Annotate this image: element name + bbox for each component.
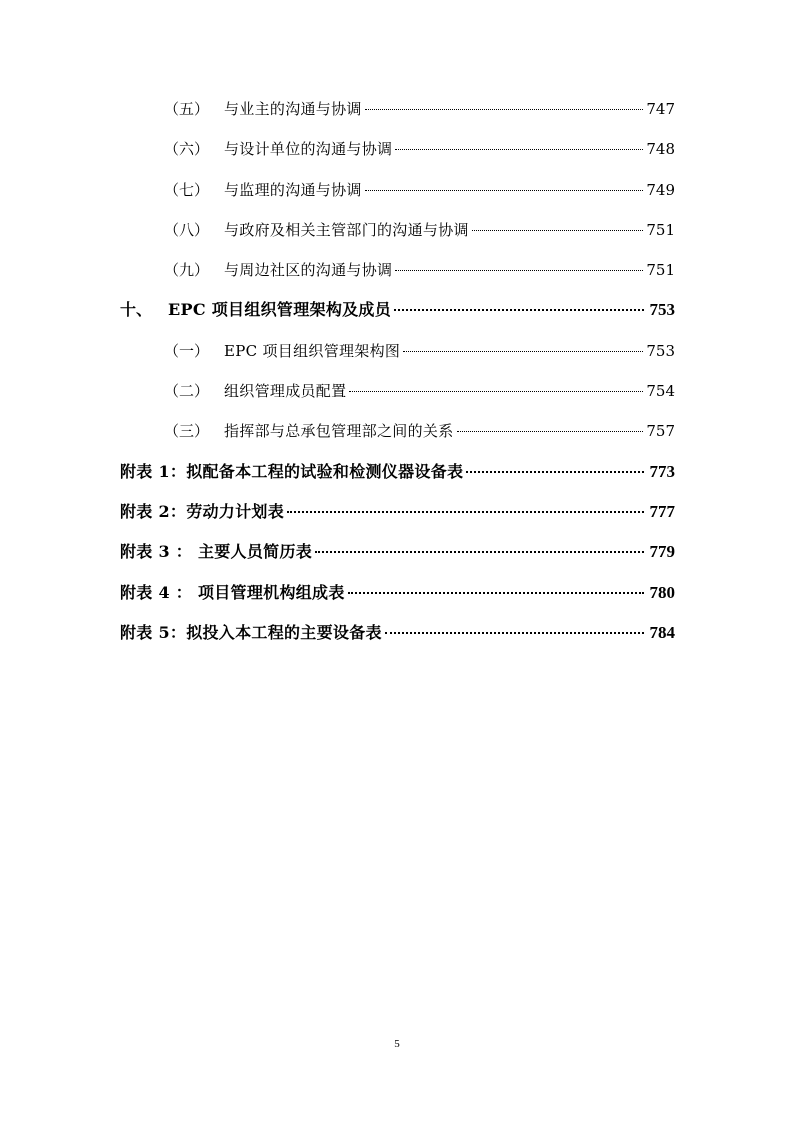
toc-entry[interactable] [120, 136, 675, 176]
toc-entry-page: 753 [646, 341, 675, 360]
toc-entry-title: 与业主的沟通与协调 [224, 100, 362, 118]
toc-entry[interactable] [120, 297, 675, 337]
toc-entry[interactable] [120, 378, 675, 418]
toc-entry[interactable] [120, 177, 675, 217]
table-of-contents [120, 96, 675, 660]
dot-leader [365, 190, 644, 191]
toc-entry-page: 751 [646, 220, 675, 239]
dot-leader [395, 270, 643, 271]
toc-entry[interactable] [120, 620, 675, 660]
toc-entry-title: 附表 4 ： 项目管理机构组成表 [120, 582, 345, 602]
dot-leader [457, 431, 644, 432]
toc-entry-title: 附表 2：劳动力计划表 [120, 501, 285, 521]
toc-entry-number: （七） [164, 180, 210, 199]
dot-leader [349, 391, 643, 392]
dot-leader [385, 632, 644, 634]
toc-entry[interactable] [120, 257, 675, 297]
toc-entry-page: 784 [649, 622, 675, 642]
toc-entry-page: 754 [646, 382, 675, 401]
dot-leader [315, 551, 644, 553]
toc-entry-number: （二） [164, 382, 210, 401]
toc-entry-page: 773 [649, 461, 675, 481]
toc-entry[interactable] [120, 499, 675, 539]
dot-leader [287, 511, 644, 513]
toc-entry-number: 十、 [120, 300, 153, 320]
toc-entry-title: 与监理的沟通与协调 [224, 180, 362, 199]
toc-entry-page: 748 [646, 140, 675, 159]
toc-entry-title: 附表 5：拟投入本工程的主要设备表 [120, 622, 382, 642]
toc-entry[interactable] [120, 459, 675, 499]
toc-entry-number: （六） [164, 140, 210, 159]
toc-entry-title: EPC 项目组织管理架构图 [224, 341, 401, 360]
toc-entry-page: 749 [646, 180, 675, 199]
toc-entry-title: 与周边社区的沟通与协调 [224, 261, 393, 280]
dot-leader [365, 109, 644, 110]
toc-entry[interactable] [120, 580, 675, 620]
toc-entry-number: （九） [164, 261, 210, 280]
toc-entry-title: EPC 项目组织管理架构及成员 [168, 300, 392, 320]
toc-entry-number: （一） [164, 341, 210, 360]
toc-entry-title: 组织管理成员配置 [224, 382, 347, 401]
toc-entry[interactable] [120, 338, 675, 378]
dot-leader [395, 149, 643, 150]
dot-leader [348, 592, 644, 594]
toc-entry-page: 777 [649, 501, 675, 521]
toc-entry-number: （五） [164, 100, 210, 118]
toc-entry-page: 780 [649, 582, 675, 602]
toc-entry-title: 附表 3 ： 主要人员简历表 [120, 542, 313, 562]
toc-entry-page: 751 [646, 261, 675, 280]
dot-leader [466, 471, 644, 473]
dot-leader [394, 309, 644, 311]
toc-entry[interactable] [120, 217, 675, 257]
toc-entry-title: 与政府及相关主管部门的沟通与协调 [224, 220, 469, 239]
toc-entry-page: 779 [649, 542, 675, 562]
toc-entry-number: （八） [164, 220, 210, 239]
toc-entry-number: （三） [164, 422, 210, 441]
toc-entry-page: 753 [649, 300, 675, 320]
toc-entry-page: 757 [646, 422, 675, 441]
toc-entry-page: 747 [646, 100, 675, 118]
toc-entry[interactable] [120, 96, 675, 136]
toc-entry-title: 附表 1：拟配备本工程的试验和检测仪器设备表 [120, 461, 464, 481]
toc-entry[interactable] [120, 418, 675, 458]
toc-entry-title: 与设计单位的沟通与协调 [224, 140, 393, 159]
toc-entry-title: 指挥部与总承包管理部之间的关系 [224, 422, 454, 441]
dot-leader [472, 230, 644, 231]
page-number: 5 [394, 1038, 400, 1050]
toc-entry[interactable] [120, 539, 675, 579]
dot-leader [403, 351, 643, 352]
